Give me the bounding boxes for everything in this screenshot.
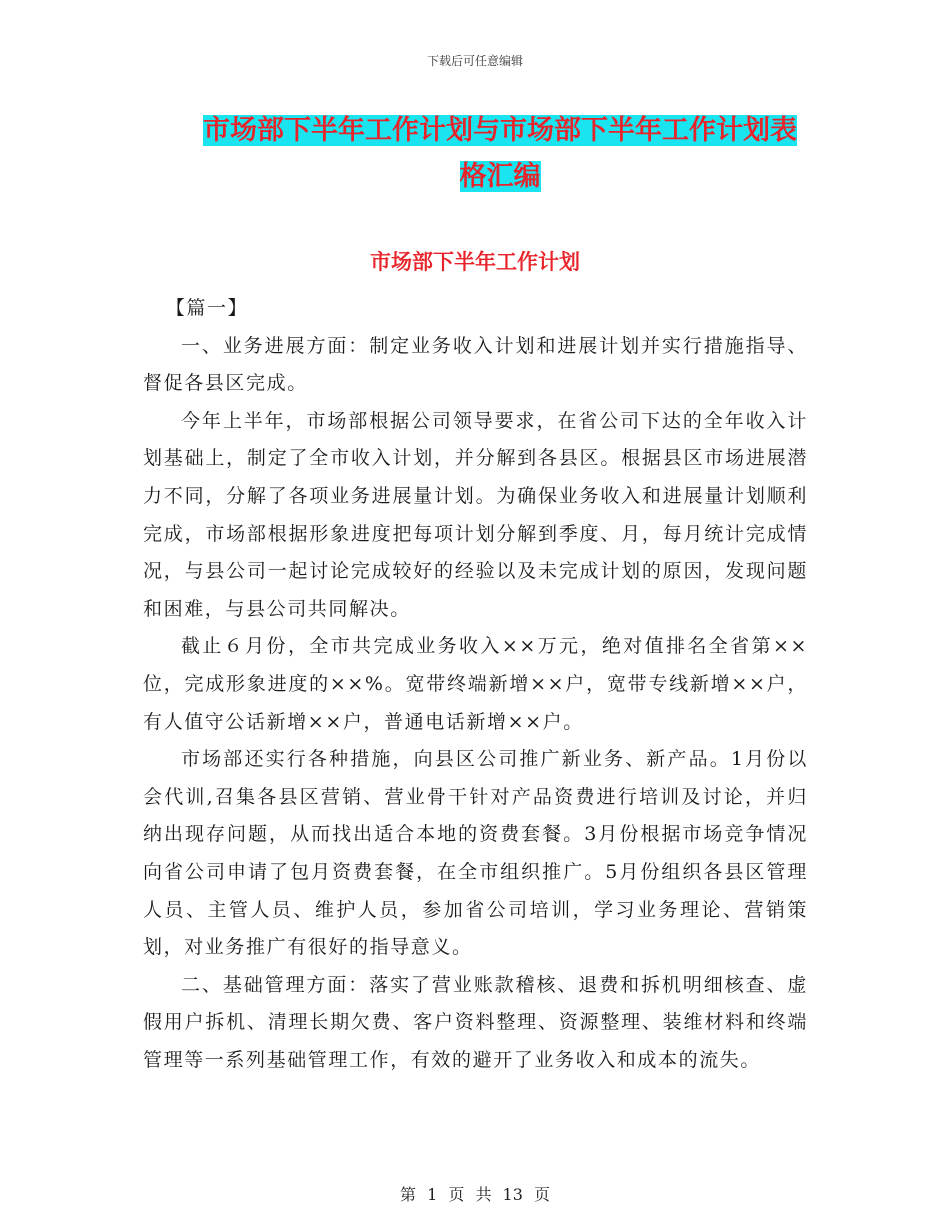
section-tag: 【篇一】 xyxy=(165,297,249,319)
page-number: 第 1 页 共 13 页 xyxy=(400,1185,550,1204)
section-title: 市场部下半年工作计划 xyxy=(370,249,580,274)
paragraph: 截止６月份，全市共完成业务收入××万元，绝对值排名全省第××位，完成形象进度的××%。宽带终端新增××户，宽带专线新增××户，有人值守公话新增××户，普通电话新增××户。 xyxy=(143,635,808,733)
paragraph: 二、基础管理方面：落实了营业账款稽核、退费和拆机明细核查、虚假用户拆机、清理长期欠费、客户资料整理、资源整理、装维材料和终端管理等一系列基础管理工作，有效的避开了业务收入和成本的流失。 xyxy=(143,973,808,1071)
header-note: 下载后可任意编辑 xyxy=(426,54,523,68)
document-title xyxy=(190,108,810,200)
paragraph: 一、业务进展方面：制定业务收入计划和进展计划并实行措施指导、督促各县区完成。 xyxy=(143,334,808,395)
paragraph: 市场部还实行各种措施，向县区公司推广新业务、新产品。1月份以会代训,召集各县区营销、营业骨干针对产品资费进行培训及讨论，并归纳出现存问题，从而找出适合本地的资费套餐。3月份根据市场竞争情况向省公司申请了包月资费套餐，在全市组织推广。5月份组织各县区管理人员、主管人员、维护人员，参加省公司培训，学习业务理论、营销策划，对业务推广有很好的指导意义。 xyxy=(143,748,808,959)
document-body xyxy=(143,290,808,1079)
paragraph: 今年上半年，市场部根据公司领导要求，在省公司下达的全年收入计划基础上，制定了全市收入计划，并分解到各县区。根据县区市场进展潜力不同，分解了各项业务进展量计划。为确保业务收入和进展量计划顺利完成，市场部根据形象进度把每项计划分解到季度、月，每月统计完成情况，与县公司一起讨论完成较好的经验以及未完成计划的原因，发现问题和困难，与县公司共同解决。 xyxy=(143,409,808,620)
document-title-text: 市场部下半年工作计划与市场部下半年工作计划表格汇编 xyxy=(203,115,797,192)
